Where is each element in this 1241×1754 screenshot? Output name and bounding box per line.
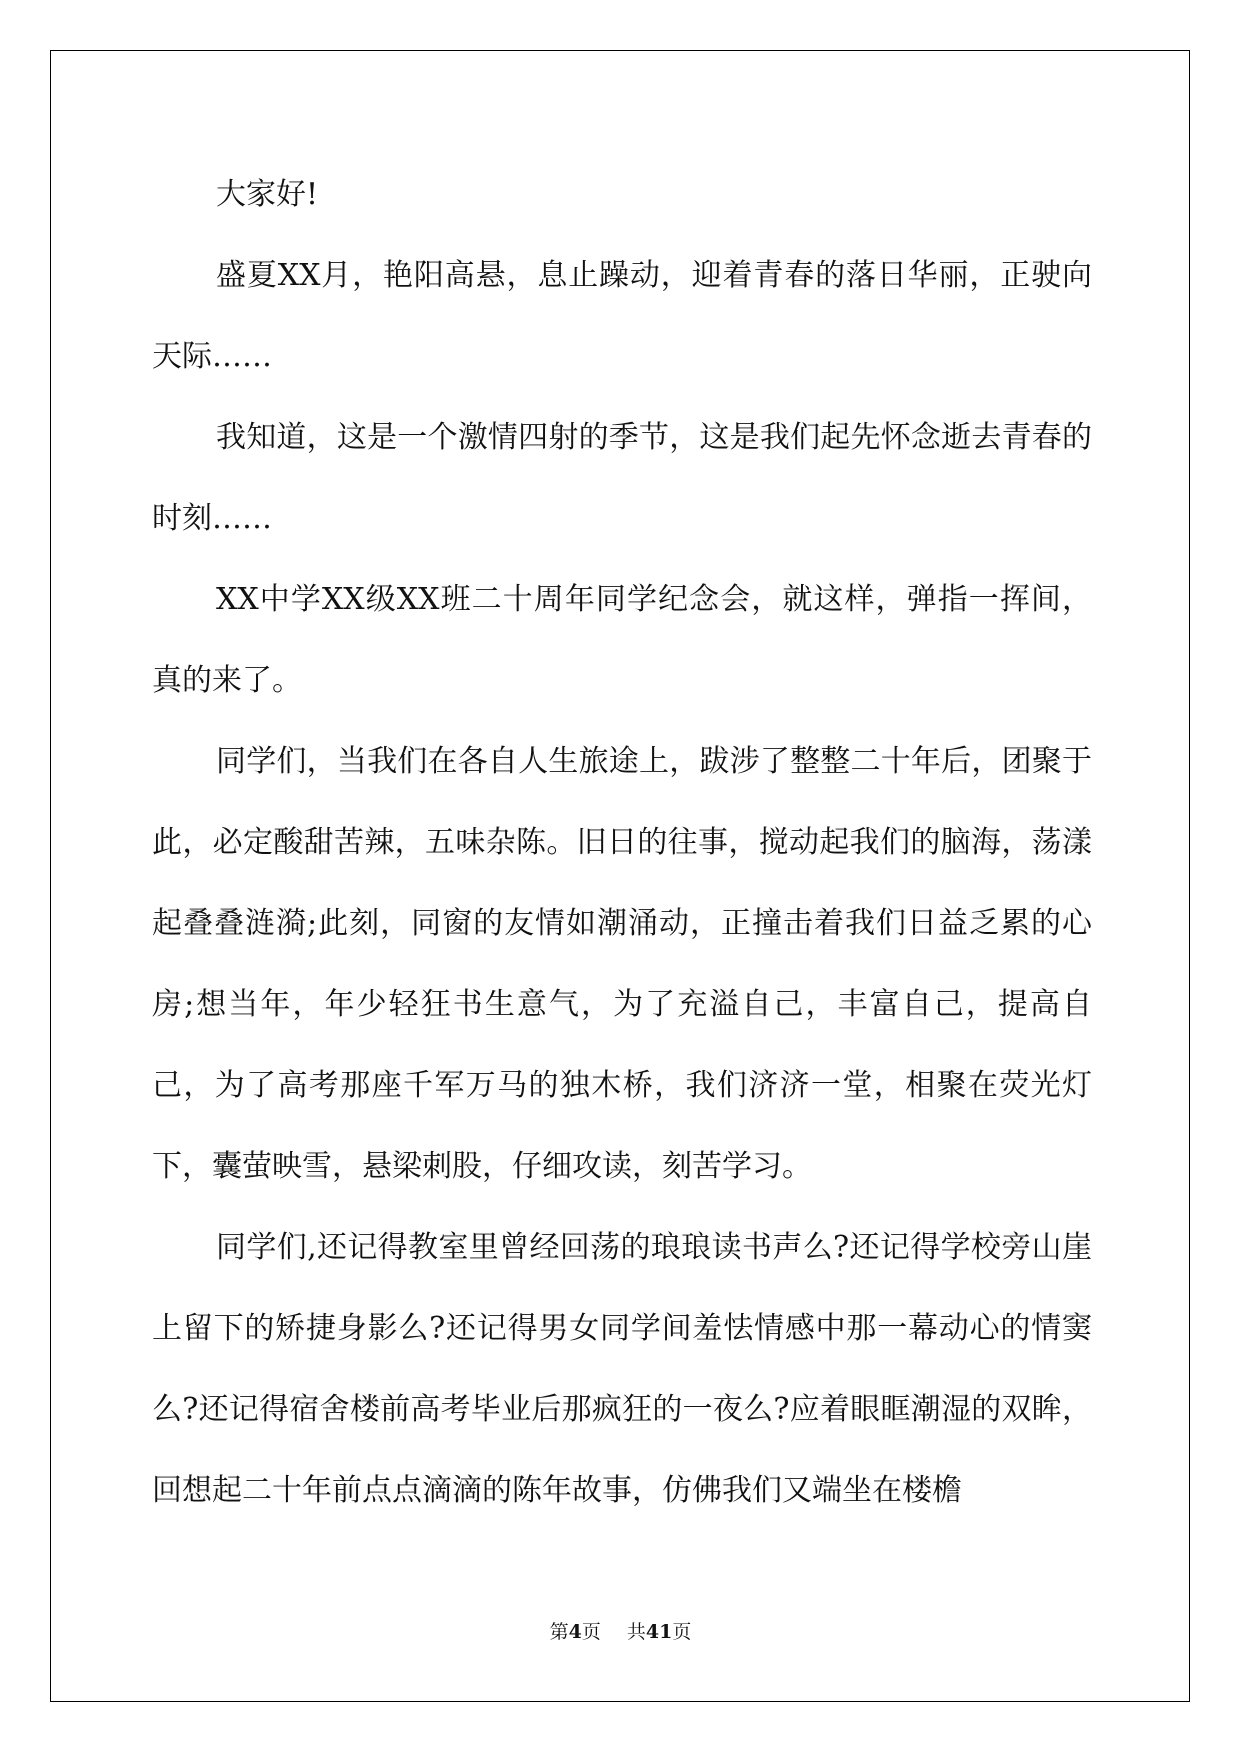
paragraph-4: 同学们，当我们在各自人生旅途上，跋涉了整整二十年后，团聚于此，必定酸甜苦辣，五味杂陈。旧日的往事，搅动起我们的脑海，荡漾起叠叠涟漪;此刻，同窗的友情如潮涌动，正撞击着我们日益乏累的心房;想当年，年少轻狂书生意气，为了充溢自己，丰富自己，提高自己，为了高考那座千军万马的独木桥，我们济济一堂，相聚在荧光灯下，囊萤映雪，悬梁刺股，仔细攻读，刻苦学习。 <box>152 744 1092 1184</box>
page-suffix: 页 <box>581 1621 601 1643</box>
total-pages: 41 <box>645 1621 673 1643</box>
total-suffix: 页 <box>672 1621 692 1643</box>
page-footer <box>0 1617 1241 1644</box>
total-prefix: 共 <box>626 1621 646 1643</box>
document-body <box>152 154 1092 1531</box>
page-prefix: 第 <box>549 1621 569 1643</box>
paragraph-3: XX中学XX级XX班二十周年同学纪念会，就这样，弹指一挥间，真的来了。 <box>152 582 1092 698</box>
paragraph-2: 我知道，这是一个激情四射的季节，这是我们起先怀念逝去青春的时刻…… <box>152 420 1092 536</box>
paragraph-1: 盛夏XX月，艳阳高悬，息止躁动，迎着青春的落日华丽，正驶向天际…… <box>152 258 1092 374</box>
paragraph-5: 同学们,还记得教室里曾经回荡的琅琅读书声么?还记得学校旁山崖上留下的矫捷身影么?还记得男女同学间羞怯情感中那一幕动心的情窦么?还记得宿舍楼前高考毕业后那疯狂的一夜么?应着眼眶潮湿的双眸，回想起二十年前点点滴滴的陈年故事，仿佛我们又端坐在楼檐 <box>152 1230 1092 1508</box>
paragraph-greeting: 大家好! <box>216 177 319 212</box>
page-number: 4 <box>568 1621 582 1643</box>
